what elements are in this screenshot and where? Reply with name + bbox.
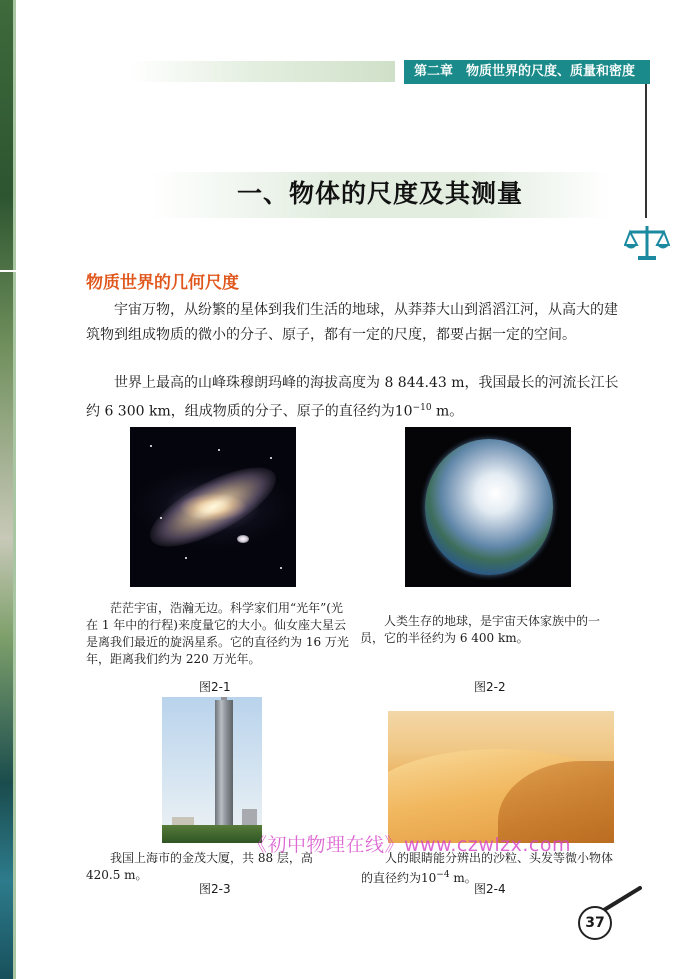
caption-fig-2-1: 茫茫宇宙，浩瀚无边。科学家们用“光年”(光在 1 年中的行程)来度量它的大小。仙女座大星云是离我们最近的旋涡星系。它的直径约为 16 万光年，距离我们约为 220 万光年。: [86, 601, 349, 666]
galaxy-image: [130, 427, 296, 587]
satellite-galaxy: [237, 535, 249, 543]
caption-fig-2-4-unit: m。: [449, 871, 477, 885]
star: [150, 445, 152, 447]
star: [280, 567, 282, 569]
jinmao-tower-image: [162, 697, 262, 843]
chapter-header: 第二章 物质世界的尺度、质量和密度: [404, 60, 650, 84]
watermark: 《初中物理在线》www.czwlzx.com: [248, 834, 571, 856]
section-heading: 物质世界的几何尺度: [86, 273, 239, 293]
paragraph-2-exponent: −10: [412, 403, 432, 413]
figure-label-2-1: 图2-1: [199, 680, 231, 694]
tower-building: [215, 700, 233, 825]
galaxy-disk: [139, 452, 286, 562]
page-title: 一、物体的尺度及其测量: [236, 179, 523, 208]
paragraph-1: 宇宙万物，从纷繁的星体到我们生活的地球，从莽莽大山到滔滔江河，从高大的建筑物到组成物质的微小的分子、原子，都有一定的尺度，都要占据一定的空间。: [86, 302, 618, 343]
desert-dune-image: [388, 711, 614, 843]
paragraph-2: [86, 371, 626, 425]
caption-fig-2-3: 我国上海市的金茂大厦，共 88 层，高 420.5 m。: [86, 851, 313, 882]
figure-label-2-3: 图2-3: [199, 882, 231, 896]
star: [270, 457, 272, 459]
caption-fig-2-4-text: 人的眼睛能分辨出的沙粒、头发等微小物体的直径约为10: [361, 851, 614, 885]
left-photo-strip: [0, 0, 13, 979]
left-strip-border: [13, 0, 16, 979]
balance-scale-icon: [624, 220, 670, 264]
paragraph-2-text: 世界上最高的山峰珠穆朗玛峰的海拔高度为 8 844.43 m，我国最长的河流长江长约 6 300 km，组成物质的分子、原子的直径约为10: [86, 375, 619, 420]
header-vertical-line: [645, 84, 647, 218]
magnifier-icon: [600, 884, 644, 914]
header-gradient-bar: [130, 61, 395, 82]
star: [185, 557, 187, 559]
caption-fig-2-4-exponent: −4: [436, 870, 450, 880]
star: [160, 517, 162, 519]
paragraph-2-unit: m。: [431, 403, 464, 420]
figure-label-2-2: 图2-2: [474, 680, 506, 694]
earth-globe: [425, 439, 553, 575]
figure-label-2-4: 图2-4: [474, 882, 506, 896]
caption-fig-2-2: 人类生存的地球，是宇宙天体家族中的一员，它的半径约为 6 400 km。: [360, 614, 601, 645]
tower-foreground-trees: [162, 825, 262, 843]
page-number: 37: [578, 906, 612, 940]
star: [218, 449, 220, 451]
margin-tick: [0, 270, 16, 272]
earth-image: [405, 427, 571, 587]
